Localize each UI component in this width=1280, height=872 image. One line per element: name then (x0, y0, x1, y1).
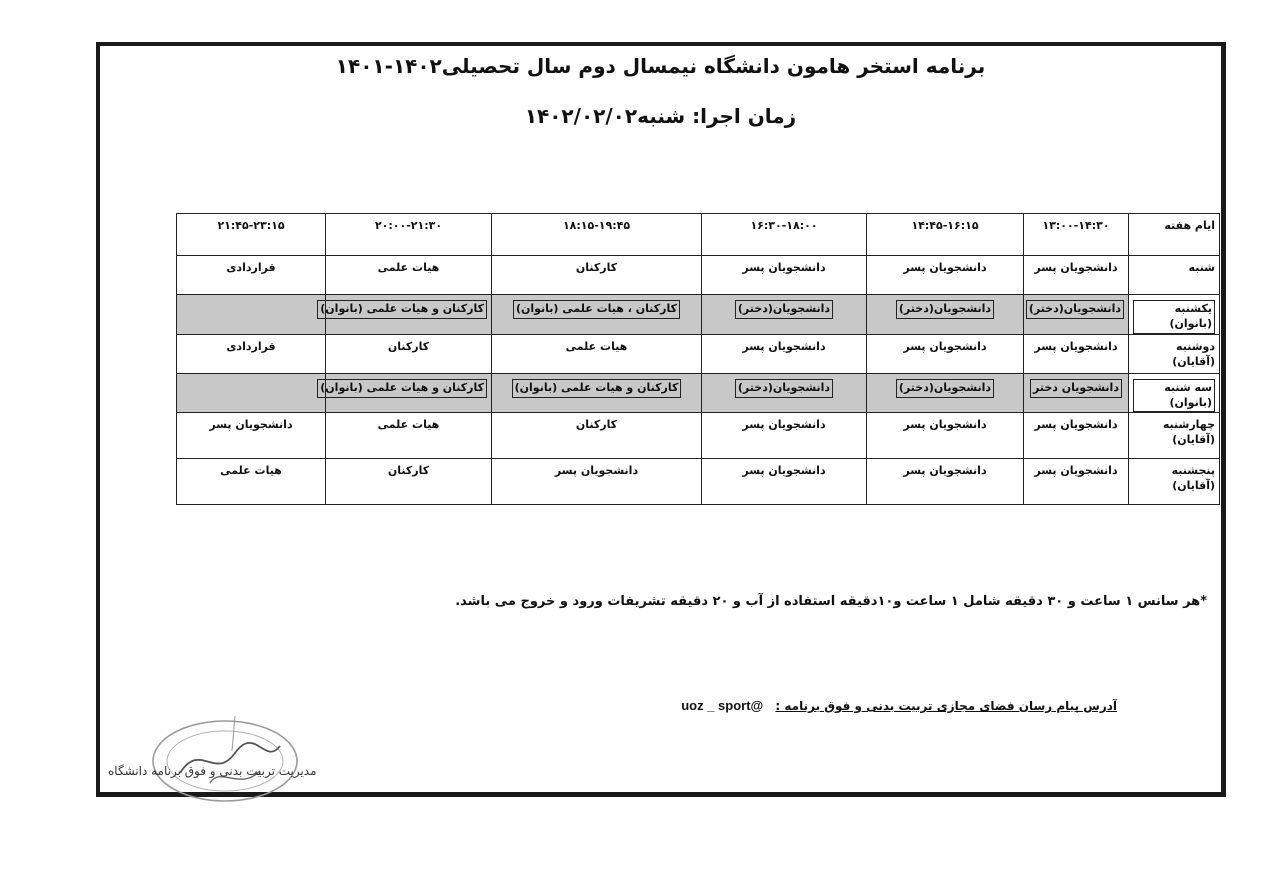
header-cell: ۱۴:۴۵-۱۶:۱۵ (867, 214, 1024, 256)
table-cell (177, 295, 326, 335)
header-cell: ۱۳:۰۰-۱۴:۳۰ (1024, 214, 1129, 256)
day-cell: دوشنبه (آقایان) (1129, 334, 1220, 373)
day-cell (1129, 295, 1220, 335)
cell-label: دانشجویان(دختر) (896, 379, 994, 398)
table-cell (702, 373, 867, 413)
table-cell (320, 373, 492, 413)
table-cell: هیات علمی (326, 256, 492, 295)
table-cell: دانشجویان پسر (702, 413, 867, 459)
table-cell (320, 295, 492, 335)
pool-schedule-table (176, 213, 1220, 505)
table-cell: دانشجویان پسر (702, 334, 867, 373)
contact-label: آدرس پیام رسان فضای مجازی تربیت بدنی و فوق برنامه : (775, 699, 1117, 713)
day-cell: چهارشنبه (آقایان) (1129, 413, 1220, 459)
cell-label: دانشجویان(دختر) (735, 300, 833, 319)
table-cell: کارکنان (326, 334, 492, 373)
table-cell: کارکنان (492, 413, 702, 459)
contact-handle: @uoz _ sport (681, 698, 764, 713)
table-row (177, 373, 1220, 413)
table-cell (1024, 295, 1129, 335)
day-cell (1129, 373, 1220, 413)
table-cell: دانشجویان پسر (1024, 459, 1129, 505)
header-cell: ۱۸:۱۵-۱۹:۴۵ (492, 214, 702, 256)
table-row (177, 295, 1220, 335)
cell-label: کارکنان ، هیات علمی (بانوان) (513, 300, 680, 319)
table-cell: دانشجویان پسر (177, 413, 326, 459)
table-cell: دانشجویان پسر (1024, 256, 1129, 295)
document-title: برنامه استخر هامون دانشگاه نیمسال دوم سال تحصیلی۱۴۰۲-۱۴۰۱ (335, 54, 986, 78)
table-cell: هیات علمی (326, 413, 492, 459)
table-cell (177, 373, 326, 413)
header-cell: ۱۶:۳۰-۱۸:۰۰ (702, 214, 867, 256)
stamp-seal-icon (140, 711, 310, 806)
table-cell (702, 295, 867, 335)
contact-line (681, 698, 1117, 713)
table-cell: دانشجویان پسر (867, 413, 1024, 459)
day-label: یکشنبه (بانوان) (1133, 300, 1215, 334)
day-cell: پنجشنبه (آقایان) (1129, 459, 1220, 505)
table-cell (492, 295, 702, 335)
day-cell: شنبه (1129, 256, 1220, 295)
cell-label: دانشجویان(دختر) (735, 379, 833, 398)
table-cell: هیات علمی (177, 459, 326, 505)
cell-label: دانشجویان(دختر) (896, 300, 994, 319)
header-cell: ۲۱:۴۵-۲۳:۱۵ (177, 214, 326, 256)
cell-label: دانشجویان(دختر) (1026, 300, 1124, 319)
table-header-row (177, 214, 1220, 256)
table-cell: دانشجویان پسر (492, 459, 702, 505)
table-row (177, 413, 1220, 459)
table-cell (1024, 373, 1129, 413)
table-cell: دانشجویان پسر (702, 256, 867, 295)
table-cell: هیات علمی (492, 334, 702, 373)
table-cell: دانشجویان پسر (1024, 334, 1129, 373)
header-cell: ایام هفته (1129, 214, 1220, 256)
table-cell (492, 373, 702, 413)
table-cell: قراردادی (177, 256, 326, 295)
table-cell (867, 295, 1024, 335)
table-cell (867, 373, 1024, 413)
cell-label: کارکنان و هیات علمی (بانوان) (317, 379, 487, 398)
cell-label: کارکنان و هیات علمی (بانوان) (512, 379, 682, 398)
session-note: *هر سانس ۱ ساعت و ۳۰ دقیقه شامل ۱ ساعت و۱۰دقیقه استفاده از آب و ۲۰ دقیقه تشریفات ورود و خروج می باشد. (455, 594, 1207, 609)
table-cell: دانشجویان پسر (1024, 413, 1129, 459)
header-cell: ۲۰:۰۰-۲۱:۳۰ (326, 214, 492, 256)
table-cell: کارکنان (326, 459, 492, 505)
table-row (177, 256, 1220, 295)
document-frame (96, 42, 1226, 797)
execution-date: زمان اجرا: شنبه۱۴۰۲/۰۲/۰۲ (524, 104, 797, 128)
table-cell: دانشجویان پسر (867, 459, 1024, 505)
cell-label: کارکنان و هیات علمی (بانوان) (317, 300, 487, 319)
table-row (177, 334, 1220, 373)
cell-label: دانشجویان دختر (1030, 379, 1122, 398)
table-cell: دانشجویان پسر (867, 334, 1024, 373)
table-cell: قراردادی (177, 334, 326, 373)
office-signature: مدیریت تربیت بدنی و فوق برنامه دانشگاه (108, 764, 317, 778)
day-label: سه شنبه (بانوان) (1133, 379, 1215, 413)
table-row (177, 459, 1220, 505)
table-cell: دانشجویان پسر (867, 256, 1024, 295)
table-cell: کارکنان (492, 256, 702, 295)
table-cell: دانشجویان پسر (702, 459, 867, 505)
